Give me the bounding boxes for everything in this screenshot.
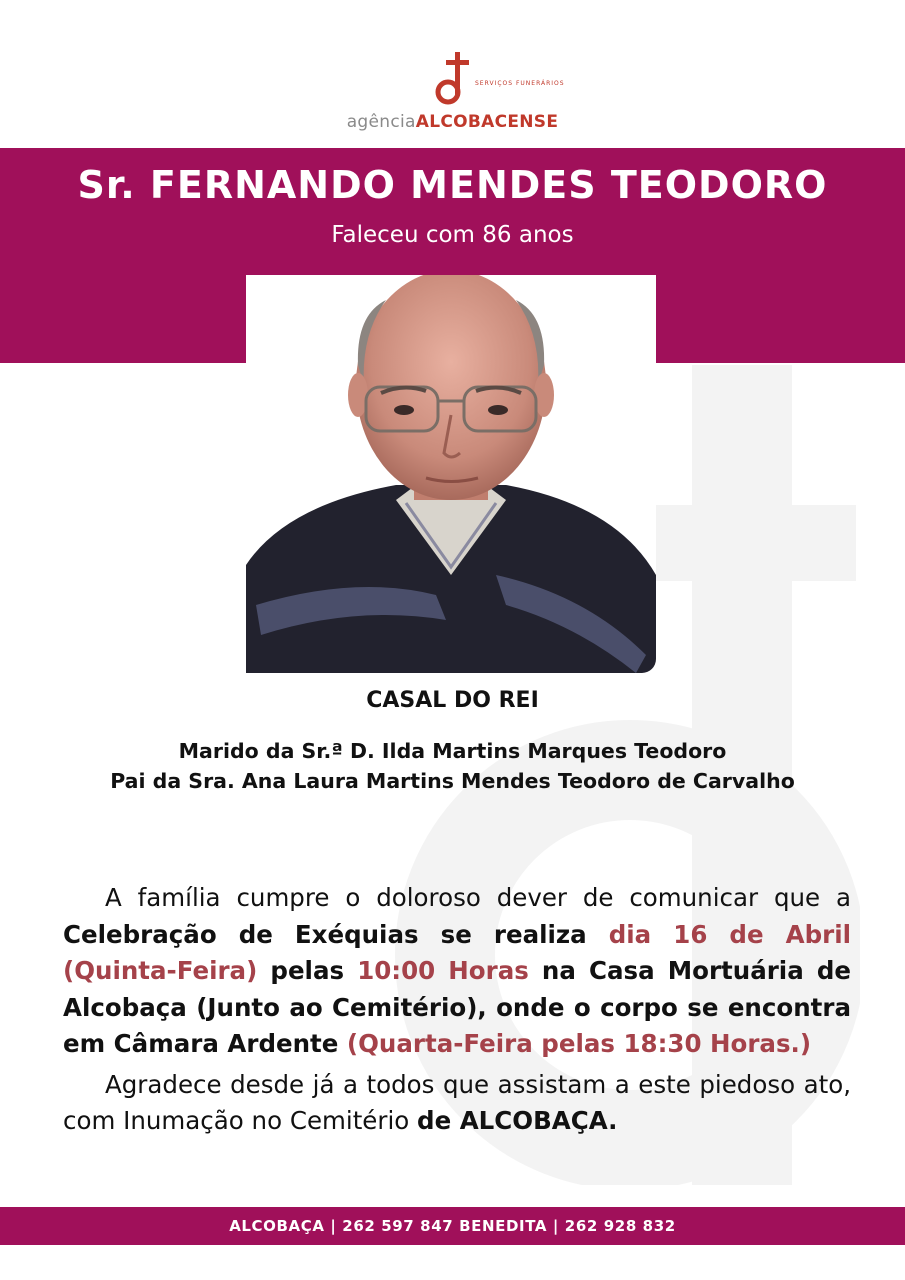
p1-wake-time: (Quarta-Feira pelas 18:30 Horas.) bbox=[346, 1029, 812, 1058]
footer-contacts: ALCOBAÇA | 262 597 847 BENEDITA | 262 928 832 bbox=[0, 1207, 905, 1245]
logo-brand: ALCOBACENSE bbox=[415, 112, 559, 132]
agency-logo bbox=[0, 48, 905, 132]
p1-date: dia 16 de Abril (Quinta-Feira) bbox=[63, 919, 852, 985]
p2-bold-1: de ALCOBAÇA. bbox=[417, 1106, 618, 1135]
logo-prefix: agência bbox=[346, 112, 416, 132]
cross-d-icon bbox=[431, 48, 475, 110]
p1-text-1: A família cumpre o doloroso dever de comunicar que a bbox=[105, 883, 851, 912]
locality: CASAL DO REI bbox=[366, 688, 539, 713]
portrait-photo bbox=[246, 275, 656, 673]
p1-time: 10:00 Horas bbox=[357, 956, 529, 985]
relative-spouse: Marido da Sr.ª D. Ilda Martins Marques Teodoro bbox=[178, 739, 727, 763]
announcement-paragraph-1 bbox=[63, 880, 851, 1063]
p1-bold-2: pelas bbox=[257, 956, 358, 985]
p2-text-1: Agradece desde já a todos que assistam a este piedoso ato, com Inumação no Cemitério bbox=[63, 1069, 851, 1135]
age-line: Faleceu com 86 anos bbox=[331, 222, 574, 248]
announcement-paragraph-2 bbox=[63, 1067, 851, 1140]
relative-daughter: Pai da Sra. Ana Laura Martins Mendes Teodoro de Carvalho bbox=[110, 769, 795, 793]
logo-wordmark bbox=[0, 112, 905, 132]
p1-bold-3: na Casa Mortuária de Alcobaça (Junto ao Cemitério), onde o corpo se encontra em Câmara Ardente bbox=[63, 956, 852, 1058]
relatives-list bbox=[0, 736, 905, 796]
p1-bold-1: Celebração de Exéquias se realiza bbox=[63, 919, 609, 949]
logo-tagline: SERVIÇOS FUNERÁRIOS bbox=[475, 80, 565, 87]
deceased-name: Sr. FERNANDO MENDES TEODORO bbox=[77, 163, 828, 207]
announcement bbox=[63, 880, 851, 1140]
